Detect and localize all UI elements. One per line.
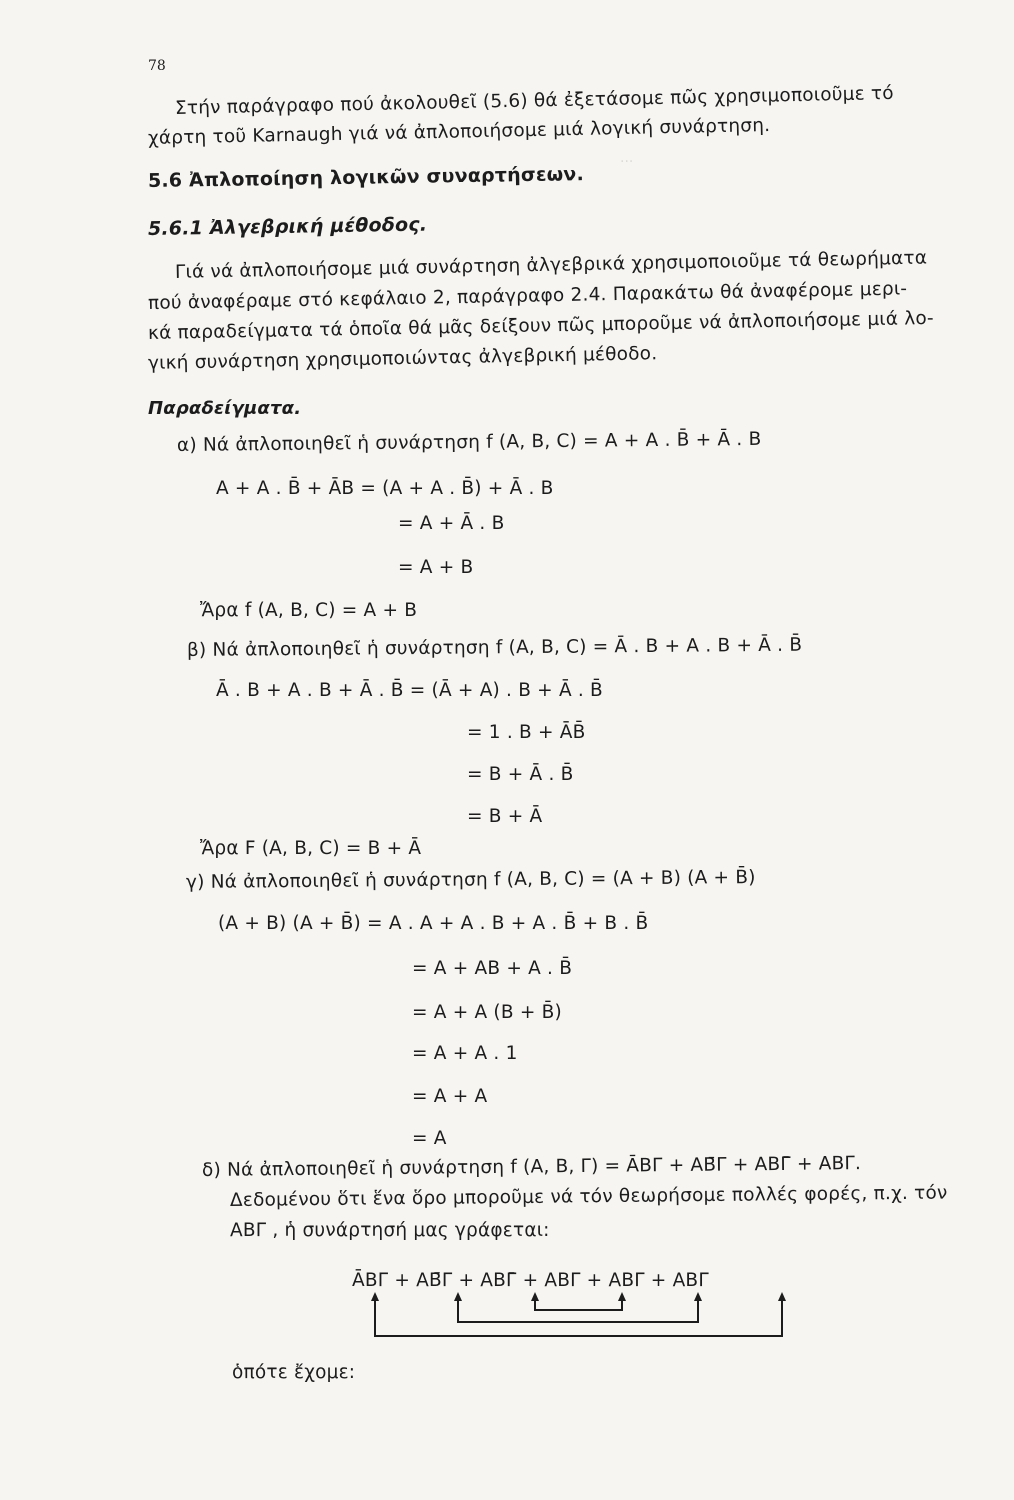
bleed-through-text: ... [620, 150, 634, 166]
paragraph-line-1: Γιά νά ἀπλοποιήσομε μιά συνάρτηση ἀλγεβρικά χρησιμοποιοῦμε τά θεωρήματα [174, 247, 928, 283]
example-c-step-6: = A [412, 1128, 447, 1149]
arrowhead-icon [618, 1292, 626, 1301]
example-b-step-2: = 1 . B + ĀB̄ [467, 722, 586, 743]
arrowhead-icon [694, 1292, 702, 1301]
example-d-line-2: Δεδομένου ὅτι ἕνα ὅρο μποροῦμε νά τόν θεωρήσομε πολλές φορές, π.χ. τόν [229, 1182, 948, 1211]
arrowhead-icon [454, 1292, 462, 1301]
term-pairing-arrows [360, 1288, 810, 1344]
example-d-expanded-expression: ĀΒΓ + ΑΒ̄Γ + ΑΒΓ̄ + ΑΒΓ + ΑΒΓ + ΑΒΓ [352, 1270, 709, 1291]
example-b-statement: β) Νά ἀπλοποιηθεῖ ἡ συνάρτηση f (A, B, C) = Ā . B + A . B + Ā . B̄ [186, 634, 803, 661]
arrowhead-icon [778, 1292, 786, 1301]
paragraph-line-3: κά παραδείγματα τά ὁποῖα θά μᾶς δείξουν πῶς μποροῦμε νά ἀπλοποιήσομε μιά λο- [147, 307, 934, 344]
example-c-statement: γ) Νά ἀπλοποιηθεῖ ἡ συνάρτηση f (A, B, C) = (A + B) (A + B̄) [185, 867, 756, 893]
example-a-step-3: = A + B [398, 557, 474, 578]
example-c-step-3: = A + A (B + B̄) [412, 1002, 562, 1023]
intro-line-2: χάρτη τοῦ Karnaugh γιά νά ἀπλοποιήσομε μιά λογική συνάρτηση. [147, 114, 771, 149]
example-a-step-2: = A + Ā . B [398, 513, 505, 534]
example-c-step-5: = A + A [412, 1086, 488, 1107]
paragraph-line-4: γική συνάρτηση χρησιμοποιώντας ἀλγεβρική μέθοδο. [147, 343, 658, 374]
example-d-statement: δ) Νά ἀπλοποιηθεῖ ἡ συνάρτηση f (A, B, Γ) = ĀΒΓ + ΑΒ̄Γ + ΑΒΓ̄ + ΑΒΓ. [201, 1153, 862, 1181]
outer-pairing-bracket [375, 1298, 782, 1336]
example-a-statement: α) Νά ἀπλοποιηθεῖ ἡ συνάρτηση f (A, B, C) = A + A . B̄ + Ā . B [176, 428, 762, 456]
example-c-step-1: (A + B) (A + B̄) = A . A + A . B + A . B̄ + B . B̄ [218, 913, 649, 934]
arrowhead-icon [371, 1292, 379, 1301]
inner-pairing-bracket [535, 1298, 622, 1310]
example-c-step-4: = A + A . 1 [412, 1043, 518, 1064]
example-b-step-4: = B + Ā [467, 806, 543, 827]
example-b-step-3: = B + Ā . B̄ [467, 764, 574, 785]
intro-line-1: Στήν παράγραφο πού ἀκολουθεῖ (5.6) θά ἐξετάσομε πῶς χρησιμοποιοῦμε τό [174, 82, 894, 119]
example-c-step-2: = A + AB + A . B̄ [412, 958, 573, 979]
section-title: 5.6 Ἀπλοποίηση λογικῶν συναρτήσεων. [147, 163, 585, 192]
page-number: 78 [148, 58, 166, 74]
example-d-line-3: ΑΒΓ , ἡ συνάρτησή μας γράφεται: [230, 1220, 550, 1241]
arrowhead-icon [531, 1292, 539, 1301]
examples-heading: Παραδείγματα. [148, 398, 302, 419]
paragraph-line-2: πού ἀναφέραμε στό κεφάλαιο 2, παράγραφο 2.4. Παρακάτω θά ἀναφέρομε μερι- [147, 278, 908, 314]
example-a-result: Ἄρα f (A, B, C) = A + B [200, 600, 418, 621]
example-d-closing: ὁπότε ἔχομε: [232, 1362, 356, 1383]
example-b-result: Ἄρα F (A, B, C) = B + Ā [200, 838, 422, 859]
subsection-title: 5.6.1 Ἀλγεβρική μέθοδος. [147, 213, 428, 240]
example-b-step-1: Ā . B + A . B + Ā . B̄ = (Ā + A) . B + Ā . B̄ [216, 680, 603, 701]
example-a-step-1: A + A . B̄ + ĀB = (A + A . B̄) + Ā . B [216, 478, 554, 499]
